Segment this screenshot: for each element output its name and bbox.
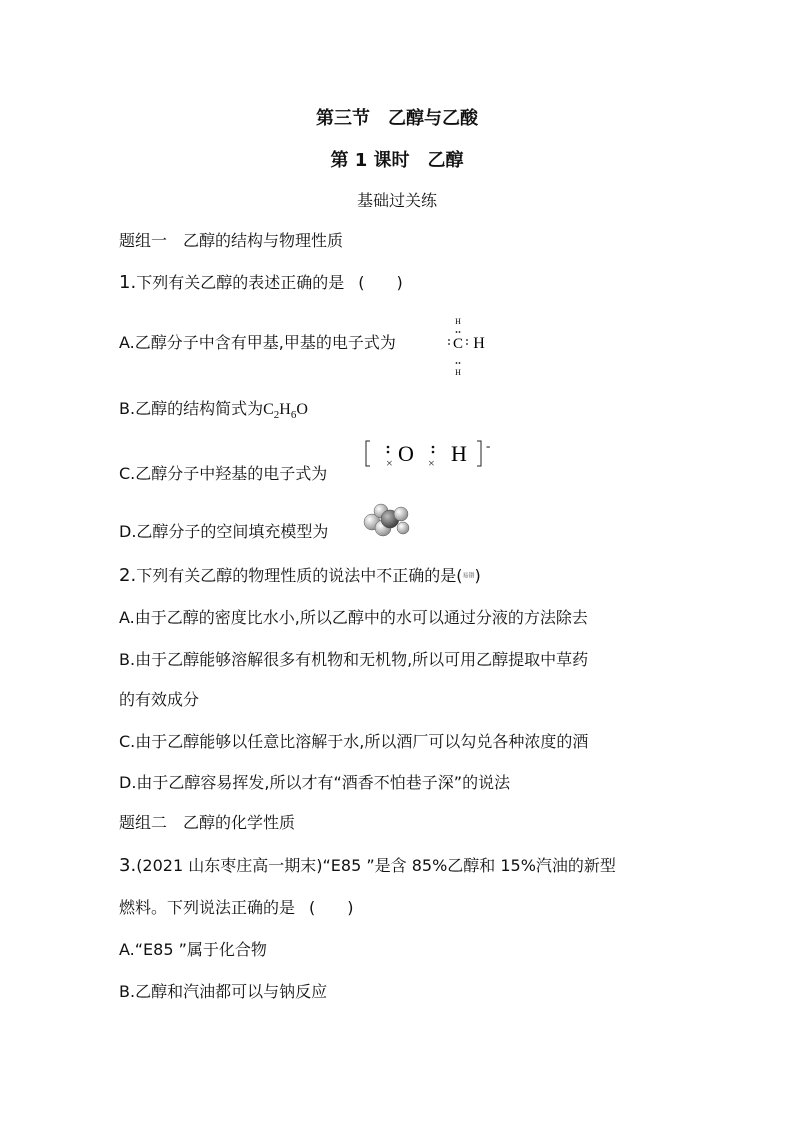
carbon: C xyxy=(452,336,464,352)
svg-text:×: × xyxy=(386,456,393,470)
question-2 xyxy=(119,566,481,587)
question-stem: 下列有关乙醇的表述正确的是 xyxy=(136,273,345,292)
methyl-electron-formula xyxy=(446,312,494,378)
oxygen: O xyxy=(398,441,414,466)
question-stem-line2: 燃料。下列说法正确的是 xyxy=(119,898,296,917)
h-right: H xyxy=(473,335,485,352)
question-source: (2021 山东枣庄高一期末) xyxy=(136,856,323,875)
question-3 xyxy=(119,856,616,876)
answer-paren: ( ) xyxy=(358,273,403,292)
option-b-text: B.乙醇的结构简式为 xyxy=(119,399,264,418)
paren-close: ) xyxy=(474,566,481,585)
option-d-text: D.乙醇分子的空间填充模型为 xyxy=(119,522,329,541)
group-two-label: 题组二 乙醇的化学性质 xyxy=(119,813,296,832)
group-one-label: 题组一 乙醇的结构与物理性质 xyxy=(119,231,344,250)
question-stem-line1: “E85 ”是含 85%乙醇和 15%汽油的新型 xyxy=(322,856,616,875)
h-top: H xyxy=(455,317,461,326)
q1-option-d xyxy=(119,522,328,542)
q2-option-b-line1: B.由于乙醇能够溶解很多有机物和无机物,所以可用乙醇提取中草药 xyxy=(119,650,589,669)
q2-option-a: A.由于乙醇的密度比水小,所以乙醇中的水可以通过分液的方法除去 xyxy=(119,608,588,627)
q3-option-a: A.“E85 ”属于化合物 xyxy=(119,940,267,959)
hydroxyl-electron-formula xyxy=(362,436,502,472)
answer-paren: ( ) xyxy=(309,898,354,917)
question-number: 1. xyxy=(119,272,137,293)
question-1 xyxy=(119,273,403,293)
question-number: 3. xyxy=(119,855,137,876)
q2-option-c: C.由于乙醇能够以任意比溶解于水,所以酒厂可以勾兑各种浓度的酒 xyxy=(119,732,589,751)
charge-sign: - xyxy=(486,438,491,453)
q1-option-a xyxy=(119,333,396,353)
space-filling-model-image xyxy=(361,500,413,540)
question-3-line2 xyxy=(119,898,354,918)
option-c-text: C.乙醇分子中羟基的电子式为 xyxy=(119,464,328,483)
ethanol-formula: $C_2H_6O$ xyxy=(263,401,308,422)
q1-option-c xyxy=(119,464,327,484)
q3-option-b: B.乙醇和汽油都可以与钠反应 xyxy=(119,982,328,1001)
h-bottom: H xyxy=(455,368,461,377)
lesson-title: 第 1 课时 乙醇 xyxy=(330,150,464,171)
question-number: 2. xyxy=(119,565,137,586)
q2-option-d: D.由于乙醇容易挥发,所以才有“酒香不怕巷子深”的说法 xyxy=(119,773,511,792)
paren-open: ( xyxy=(456,566,463,585)
option-a-text: A.乙醇分子中含有甲基,甲基的电子式为 xyxy=(119,333,396,352)
practice-label: 基础过关练 xyxy=(356,191,437,210)
error-prone-tag: 易错 xyxy=(462,572,475,580)
hydrogen: H xyxy=(451,441,467,466)
question-stem: 下列有关乙醇的物理性质的说法中不正确的是 xyxy=(136,566,457,585)
q2-option-b-line2: 的有效成分 xyxy=(119,690,200,709)
q1-option-b xyxy=(119,399,308,425)
svg-text:×: × xyxy=(428,456,435,470)
section-title: 第三节 乙醇与乙酸 xyxy=(316,108,478,129)
